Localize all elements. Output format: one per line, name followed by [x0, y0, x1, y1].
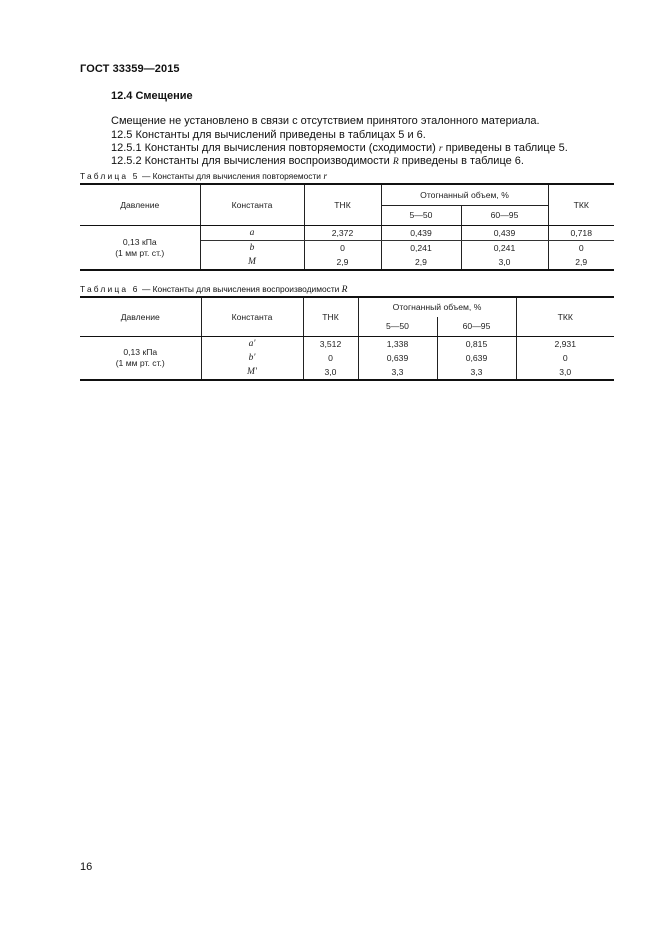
header-distilled-volume: Отогнанный объем, %	[381, 184, 548, 206]
table6-caption	[80, 284, 347, 295]
header-thk: ТНК	[304, 184, 381, 226]
constant-M-prime: M'	[201, 365, 303, 380]
pressure-value: 0,13 кПа	[122, 236, 157, 247]
header-range-5-50: 5—50	[381, 206, 461, 226]
paragraph-text: приведены в таблице 6.	[398, 155, 524, 167]
value-5-50: 0,241	[381, 241, 461, 256]
header-distilled-volume: Отогнанный объем, %	[358, 297, 516, 317]
value-60-95: 3,0	[461, 255, 548, 270]
value-5-50: 0,439	[381, 226, 461, 241]
paragraph-text: 12.5.2 Константы для вычисления воспроизводимости	[111, 155, 393, 167]
value-5-50: 2,9	[381, 255, 461, 270]
pressure-value-mmhg: (1 мм рт. ст.)	[115, 247, 165, 258]
value-thk: 0	[303, 351, 358, 365]
pressure-value-mmhg: (1 мм рт. ст.)	[115, 358, 165, 368]
header-range-5-50: 5—50	[358, 317, 437, 337]
value-60-95: 0,241	[461, 241, 548, 256]
value-thk: 2,372	[304, 226, 381, 241]
value-tkk: 0	[516, 351, 614, 365]
constant-M: M	[200, 255, 304, 270]
header-thk: ТНК	[303, 297, 358, 337]
value-5-50: 1,338	[358, 337, 437, 352]
constant-b-prime: b'	[201, 351, 303, 365]
value-5-50: 0,639	[358, 351, 437, 365]
symbol-r: r	[438, 144, 443, 154]
value-60-95: 0,815	[437, 337, 516, 352]
value-thk: 2,9	[304, 255, 381, 270]
table5-caption	[80, 171, 327, 182]
symbol-R: R	[341, 285, 348, 295]
table6-caption-prefix: Таблица 6	[80, 284, 140, 294]
table5	[80, 183, 614, 271]
value-tkk: 2,931	[516, 337, 614, 352]
value-5-50: 3,3	[358, 365, 437, 380]
paragraph-constants: 12.5 Константы для вычислений приведены в таблицах 5 и 6.	[111, 129, 426, 141]
value-60-95: 0,439	[461, 226, 548, 241]
constant-a: a	[200, 226, 304, 241]
document-header: ГОСТ 33359—2015	[80, 63, 180, 75]
table5-caption-prefix: Таблица 5	[80, 171, 140, 181]
value-tkk: 0	[548, 241, 614, 256]
paragraph-text: 12.5.1 Константы для вычисления повторяемости (сходимости)	[111, 142, 439, 154]
header-constant: Константа	[200, 184, 304, 226]
symbol-R: R	[392, 157, 399, 167]
value-tkk: 0,718	[548, 226, 614, 241]
table5-caption-text: — Константы для вычисления повторяемости	[139, 171, 324, 181]
value-60-95: 0,639	[437, 351, 516, 365]
value-thk: 3,512	[303, 337, 358, 352]
pressure-cell	[80, 337, 201, 381]
header-constant: Константа	[201, 297, 303, 337]
paragraph-bias: Смещение не установлено в связи с отсутствием принятого эталонного материала.	[111, 115, 540, 127]
value-60-95: 3,3	[437, 365, 516, 380]
constant-a-prime: a'	[201, 337, 303, 352]
table6	[80, 296, 614, 381]
header-range-60-95: 60—95	[461, 206, 548, 226]
header-tkk: ТКК	[516, 297, 614, 337]
symbol-r: r	[323, 172, 328, 182]
header-tkk: ТКК	[548, 184, 614, 226]
header-pressure: Давление	[80, 297, 201, 337]
constant-b: b	[200, 241, 304, 256]
value-thk: 0	[304, 241, 381, 256]
section-title: 12.4 Смещение	[111, 90, 193, 102]
value-tkk: 3,0	[516, 365, 614, 380]
page-number: 16	[80, 861, 93, 873]
pressure-cell	[80, 226, 200, 271]
value-thk: 3,0	[303, 365, 358, 380]
header-pressure: Давление	[80, 184, 200, 226]
header-range-60-95: 60—95	[437, 317, 516, 337]
paragraph-reproducibility	[111, 154, 524, 169]
paragraph-text: приведены в таблице 5.	[442, 142, 568, 154]
table6-caption-text: — Константы для вычисления воспроизводимости	[139, 284, 342, 294]
pressure-value: 0,13 кПа	[123, 347, 158, 357]
value-tkk: 2,9	[548, 255, 614, 270]
